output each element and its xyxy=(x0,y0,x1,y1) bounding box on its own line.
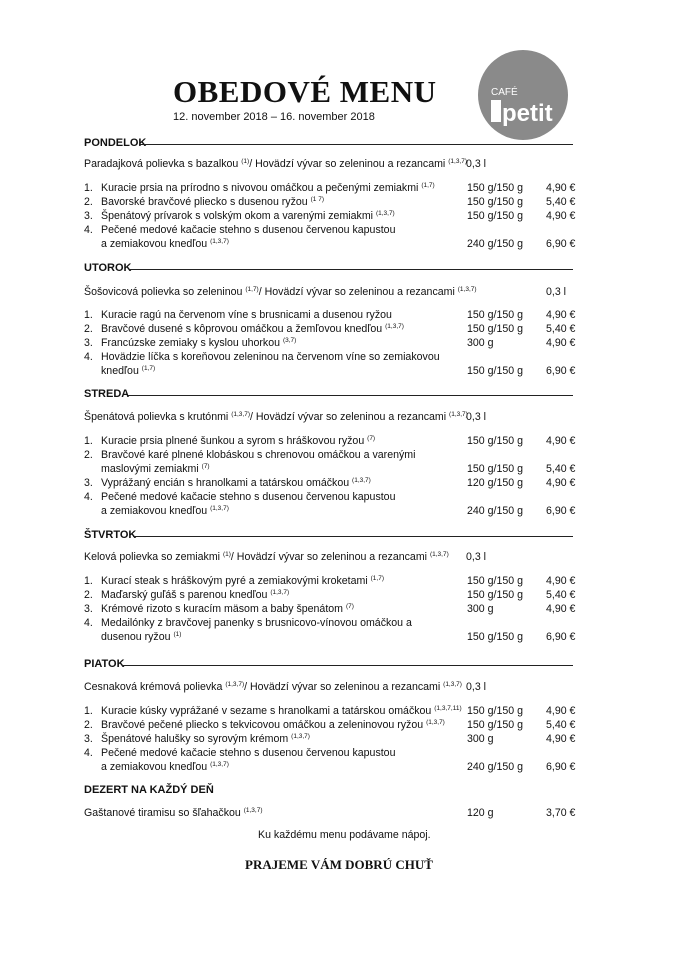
section-rule xyxy=(133,536,573,537)
meal-price: 5,40 € xyxy=(546,323,576,335)
meal-quantity: 120 g/150 g xyxy=(467,477,523,489)
meal-item: Medailónky z bravčovej panenky s brusnicovo-vínovou omáčkou a xyxy=(101,617,412,629)
meal-quantity: 240 g/150 g xyxy=(467,761,523,773)
meal-item: Kuracie ragú na červenom víne s brusnicami a dusenou ryžou xyxy=(101,309,392,321)
meal-quantity: 240 g/150 g xyxy=(467,505,523,517)
meal-item: Kuracie prsia na prírodno s nivovou omáčkou a pečenými zemiakmi $^{(1,7)}$ xyxy=(101,182,435,194)
item-number: 3. xyxy=(84,337,93,349)
item-number: 4. xyxy=(84,617,93,629)
meal-price: 4,90 € xyxy=(546,435,576,447)
item-number: 1. xyxy=(84,182,93,194)
item-number: 3. xyxy=(84,477,93,489)
meal-item: Bravčové dusené s kôprovou omáčkou a žemľovou knedľou $^{(1,3,7)}$ xyxy=(101,323,404,335)
section-rule xyxy=(130,269,573,270)
meal-item: Špenátové halušky so syrovým krémom $^{(1,3,7)}$ xyxy=(101,733,310,745)
meal-item-continued: a zemiakovou knedľou $^{(1,3,7)}$ xyxy=(101,505,229,517)
meal-item: Bravčové karé plnené klobáskou s chrenovou omáčkou a varenými xyxy=(101,449,416,461)
meal-item: Krémové rizoto s kuracím mäsom a baby špenátom $^{(7)}$ xyxy=(101,603,354,615)
item-number: 4. xyxy=(84,747,93,759)
meal-quantity: 150 g/150 g xyxy=(467,309,523,321)
section-rule xyxy=(139,144,573,145)
item-number: 4. xyxy=(84,351,93,363)
item-number: 2. xyxy=(84,589,93,601)
meal-price: 5,40 € xyxy=(546,589,576,601)
meal-quantity: 150 g/150 g xyxy=(467,210,523,222)
meal-item: Hovädzie líčka s koreňovou zeleninou na červenom víne so zemiakovou xyxy=(101,351,440,363)
soup-line: Špenátová polievka s krutónmi $^{(1,3,7)}$/ Hovädzí vývar so zeleninou a rezancami $^{(1,3,7)}$ xyxy=(84,411,468,423)
meal-item-continued: maslovými zemiakmi $^{(7)}$ xyxy=(101,463,210,475)
logo-petit-text: petit xyxy=(502,100,553,127)
meal-price: 6,90 € xyxy=(546,365,576,377)
meal-price: 5,40 € xyxy=(546,463,576,475)
meal-price: 5,40 € xyxy=(546,719,576,731)
item-number: 1. xyxy=(84,309,93,321)
day-heading-friday: PIATOK xyxy=(84,658,125,670)
item-number: 3. xyxy=(84,210,93,222)
logo-cafe-text: CAFÉ xyxy=(491,87,518,98)
meal-item-continued: a zemiakovou knedľou $^{(1,3,7)}$ xyxy=(101,761,229,773)
drink-note: Ku každému menu podávame nápoj. xyxy=(258,829,431,841)
soup-line: Paradajková polievka s bazalkou $^{(1)}$/ Hovädzí vývar so zeleninou a rezancami $^{(1,3,7)}$ xyxy=(84,158,468,170)
item-number: 4. xyxy=(84,224,93,236)
item-number: 2. xyxy=(84,449,93,461)
item-number: 2. xyxy=(84,323,93,335)
meal-item: Bravčové pečené pliecko s tekvicovou omáčkou a zeleninovou ryžou $^{(1,3,7)}$ xyxy=(101,719,445,731)
day-heading-thursday: ŠTVRTOK xyxy=(84,529,137,541)
meal-item: Kuracie kúsky vyprážané v sezame s hranolkami a tatárskou omáčkou $^{(1,3,7,11)}$ xyxy=(101,705,462,717)
meal-quantity: 150 g/150 g xyxy=(467,365,523,377)
meal-quantity: 150 g/150 g xyxy=(467,463,523,475)
meal-price: 4,90 € xyxy=(546,733,576,745)
meal-item-continued: knedľou $^{(1,7)}$ xyxy=(101,365,156,377)
meal-quantity: 150 g/150 g xyxy=(467,705,523,717)
closing-greeting: PRAJEME VÁM DOBRÚ CHUŤ xyxy=(245,857,433,872)
soup-line: Cesnaková krémová polievka $^{(1,3,7)}$/ Hovädzí vývar so zeleninou a rezancami $^{(1,3,7)}$ xyxy=(84,681,462,693)
item-number: 1. xyxy=(84,435,93,447)
meal-quantity: 300 g xyxy=(467,733,494,745)
day-heading-tuesday: UTOROK xyxy=(84,262,132,274)
meal-item: Pečené medové kačacie stehno s dusenou červenou kapustou xyxy=(101,747,396,759)
meal-price: 4,90 € xyxy=(546,182,576,194)
meal-item: Bavorské bravčové pliecko s dusenou ryžou $^{(1 7)}$ xyxy=(101,196,325,208)
item-number: 3. xyxy=(84,603,93,615)
meal-quantity: 150 g/150 g xyxy=(467,589,523,601)
item-number: 4. xyxy=(84,491,93,503)
item-number: 2. xyxy=(84,196,93,208)
section-rule xyxy=(122,665,573,666)
dessert-price: 3,70 € xyxy=(546,807,576,819)
item-number: 2. xyxy=(84,719,93,731)
meal-item: Špenátový prívarok s volským okom a varenými zemiakmi $^{(1,3,7)}$ xyxy=(101,210,395,222)
dessert-heading: DEZERT NA KAŽDÝ DEŇ xyxy=(84,784,214,796)
meal-price: 6,90 € xyxy=(546,505,576,517)
meal-item: Pečené medové kačacie stehno s dusenou červenou kapustou xyxy=(101,491,396,503)
meal-item: Kuracie prsia plnené šunkou a syrom s hráškovou ryžou $^{(7)}$ xyxy=(101,435,376,447)
soup-line: Šošovicová polievka so zeleninou $^{(1,7)}$/ Hovädzí vývar so zeleninou a rezancami $^{(1,3,7)}$ xyxy=(84,286,477,298)
meal-price: 4,90 € xyxy=(546,477,576,489)
meal-price: 4,90 € xyxy=(546,705,576,717)
meal-item: Francúzske zemiaky s kyslou uhorkou $^{(3,7)}$ xyxy=(101,337,297,349)
dessert-quantity: 120 g xyxy=(467,807,494,819)
dessert-item: Gaštanové tiramisu so šľahačkou $^{(1,3,7)}$ xyxy=(84,807,263,819)
meal-price: 4,90 € xyxy=(546,210,576,222)
menu-dates: 12. november 2018 – 16. november 2018 xyxy=(173,111,375,123)
meal-quantity: 150 g/150 g xyxy=(467,323,523,335)
soup-quantity: 0,3 l xyxy=(546,286,567,298)
cafe-petit-logo xyxy=(478,50,568,140)
meal-price: 5,40 € xyxy=(546,196,576,208)
soup-quantity: 0,3 l xyxy=(466,551,487,563)
menu-title: OBEDOVÉ MENU xyxy=(173,74,437,109)
meal-item-continued: a zemiakovou knedľou $^{(1,3,7)}$ xyxy=(101,238,229,250)
meal-item: Maďarský guľáš s parenou knedľou $^{(1,3,7)}$ xyxy=(101,589,290,601)
meal-quantity: 150 g/150 g xyxy=(467,575,523,587)
meal-item: Pečené medové kačacie stehno s dusenou červenou kapustou xyxy=(101,224,396,236)
meal-quantity: 150 g/150 g xyxy=(467,196,523,208)
soup-quantity: 0,3 l xyxy=(466,681,487,693)
item-number: 3. xyxy=(84,733,93,745)
meal-quantity: 150 g/150 g xyxy=(467,719,523,731)
meal-price: 4,90 € xyxy=(546,337,576,349)
meal-price: 4,90 € xyxy=(546,603,576,615)
meal-quantity: 300 g xyxy=(467,603,494,615)
day-heading-wednesday: STREDA xyxy=(84,388,130,400)
meal-item-continued: dusenou ryžou $^{(1)}$ xyxy=(101,631,182,643)
meal-price: 4,90 € xyxy=(546,575,576,587)
meal-quantity: 150 g/150 g xyxy=(467,182,523,194)
meal-price: 4,90 € xyxy=(546,309,576,321)
meal-quantity: 240 g/150 g xyxy=(467,238,523,250)
meal-price: 6,90 € xyxy=(546,761,576,773)
soup-line: Kelová polievka so zemiakmi $^{(1)}$/ Hovädzí vývar so zeleninou a rezancami $^{(1,3,7)}$ xyxy=(84,551,449,563)
meal-item: Kurací steak s hráškovým pyré a zemiakovými kroketami $^{(1,7)}$ xyxy=(101,575,385,587)
section-rule xyxy=(128,395,573,396)
meal-price: 6,90 € xyxy=(546,631,576,643)
item-number: 1. xyxy=(84,705,93,717)
soup-quantity: 0,3 l xyxy=(466,158,487,170)
meal-quantity: 300 g xyxy=(467,337,494,349)
day-heading-monday: PONDELOK xyxy=(84,137,147,149)
meal-item: Vyprážaný encián s hranolkami a tatárskou omáčkou $^{(1,3,7)}$ xyxy=(101,477,371,489)
item-number: 1. xyxy=(84,575,93,587)
meal-quantity: 150 g/150 g xyxy=(467,631,523,643)
soup-quantity: 0,3 l xyxy=(466,411,487,423)
meal-quantity: 150 g/150 g xyxy=(467,435,523,447)
meal-price: 6,90 € xyxy=(546,238,576,250)
